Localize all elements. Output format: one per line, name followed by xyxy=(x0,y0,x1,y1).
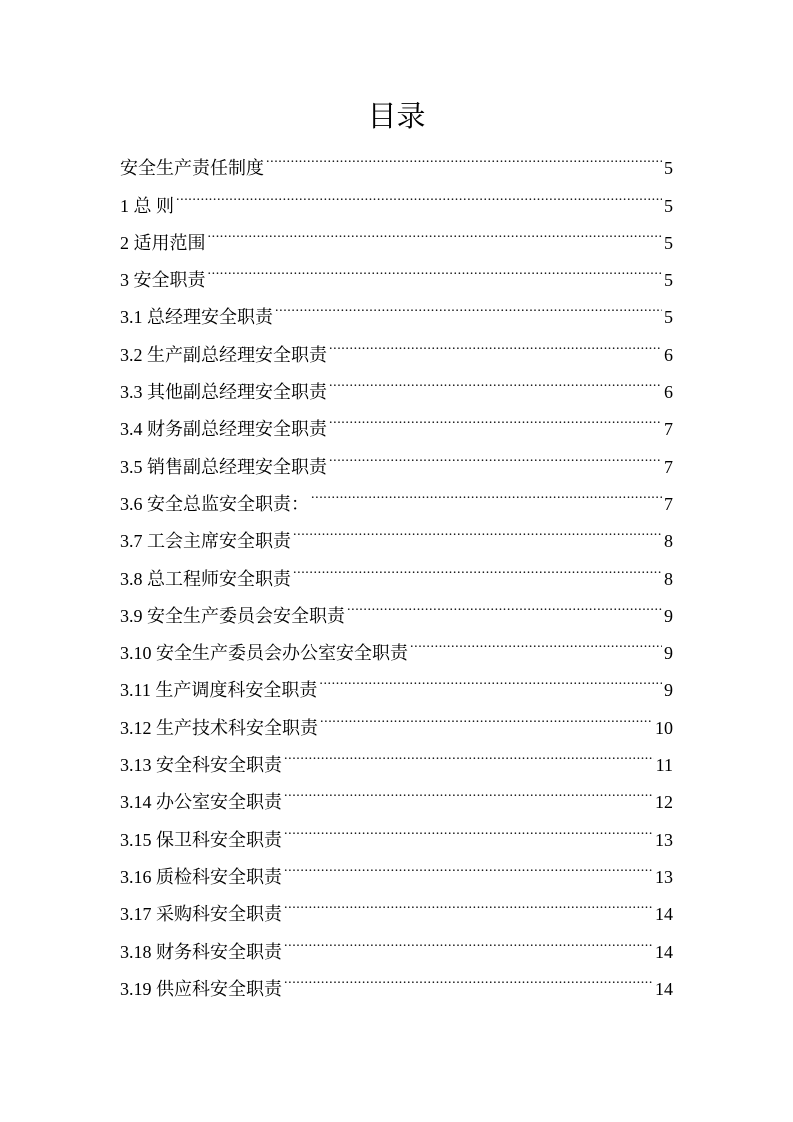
toc-entry-label: 3.11 生产调度科安全职责 xyxy=(120,680,318,701)
toc-entry-page-number: 14 xyxy=(655,904,673,925)
toc-entry-page-number: 6 xyxy=(664,344,673,365)
toc-dot-leader xyxy=(284,808,653,845)
toc-dot-leader xyxy=(208,212,663,249)
toc-dot-leader xyxy=(266,137,662,174)
toc-list xyxy=(120,137,673,999)
toc-dot-leader xyxy=(329,361,662,398)
toc-dot-leader xyxy=(319,659,662,696)
toc-entry-label: 3.1 总经理安全职责 xyxy=(120,307,273,328)
toc-entry-label: 3.12 生产技术科安全职责 xyxy=(120,717,318,738)
toc-entry-label: 3.16 质检科安全职责 xyxy=(120,866,282,887)
toc-entry-label: 3 安全职责 xyxy=(120,270,206,291)
toc-entry-label: 3.4 财务副总经理安全职责 xyxy=(120,419,327,440)
toc-dot-leader xyxy=(284,846,653,883)
toc-entry-label: 1 总 则 xyxy=(120,195,174,216)
toc-dot-leader xyxy=(176,174,662,211)
toc-dot-leader xyxy=(284,958,653,995)
toc-dot-leader xyxy=(320,696,653,733)
toc-entry-page-number: 5 xyxy=(664,232,673,253)
toc-entry-page-number: 7 xyxy=(664,493,673,514)
toc-dot-leader xyxy=(410,622,662,659)
toc-entry-page-number: 5 xyxy=(664,270,673,291)
toc-entry-label: 3.10 安全生产委员会办公室安全职责 xyxy=(120,643,408,664)
toc-dot-leader xyxy=(208,249,663,286)
toc-entry-page-number: 7 xyxy=(664,419,673,440)
toc-entry-label: 3.5 销售副总经理安全职责 xyxy=(120,456,327,477)
toc-entry-page-number: 6 xyxy=(664,382,673,403)
toc-entry-page-number: 14 xyxy=(655,978,673,999)
toc-entry-page-number: 9 xyxy=(664,643,673,664)
toc-entry-label: 3.3 其他副总经理安全职责 xyxy=(120,382,327,403)
toc-entry-label: 3.15 保卫科安全职责 xyxy=(120,829,282,850)
toc-dot-leader xyxy=(293,547,662,584)
toc-entry-label: 3.9 安全生产委员会安全职责 xyxy=(120,605,345,626)
toc-entry-page-number: 12 xyxy=(655,792,673,813)
toc-entry-page-number: 13 xyxy=(655,829,673,850)
toc-entry-page-number: 10 xyxy=(655,717,673,738)
toc-dot-leader xyxy=(329,398,662,435)
toc-entry-label: 安全生产责任制度 xyxy=(120,158,264,179)
toc-dot-leader xyxy=(275,286,662,323)
toc-entry-label: 3.19 供应科安全职责 xyxy=(120,978,282,999)
toc-entry-label: 3.7 工会主席安全职责 xyxy=(120,531,291,552)
toc-entry-label: 3.6 安全总监安全职责： xyxy=(120,493,309,514)
toc-dot-leader xyxy=(284,883,653,920)
toc-entry[interactable] xyxy=(120,137,673,179)
toc-dot-leader xyxy=(329,323,662,360)
toc-entry-page-number: 11 xyxy=(655,755,673,776)
toc-entry-label: 3.18 财务科安全职责 xyxy=(120,941,282,962)
toc-entry-label: 3.14 办公室安全职责 xyxy=(120,792,282,813)
toc-dot-leader xyxy=(293,510,662,547)
toc-dot-leader xyxy=(311,473,662,510)
toc-entry-label: 3.13 安全科安全职责 xyxy=(120,755,282,776)
toc-entry-page-number: 9 xyxy=(664,605,673,626)
toc-entry[interactable] xyxy=(120,174,673,216)
toc-entry-label: 2 适用范围 xyxy=(120,232,206,253)
toc-dot-leader xyxy=(284,771,653,808)
toc-entry-label: 3.2 生产副总经理安全职责 xyxy=(120,344,327,365)
toc-title: 目录 xyxy=(367,99,426,133)
toc-entry-page-number: 5 xyxy=(664,158,673,179)
toc-entry[interactable] xyxy=(120,212,673,253)
toc-entry-label: 3.8 总工程师安全职责 xyxy=(120,568,291,589)
toc-entry-page-number: 14 xyxy=(655,941,673,962)
toc-entry-page-number: 7 xyxy=(664,456,673,477)
toc-entry-page-number: 13 xyxy=(655,866,673,887)
toc-entry-page-number: 8 xyxy=(664,568,673,589)
toc-entry-label: 3.17 采购科安全职责 xyxy=(120,904,282,925)
toc-dot-leader xyxy=(284,734,654,771)
toc-dot-leader xyxy=(329,435,662,472)
toc-entry-page-number: 5 xyxy=(664,307,673,328)
toc-dot-leader xyxy=(347,585,662,622)
toc-entry-page-number: 8 xyxy=(664,531,673,552)
toc-entry-page-number: 9 xyxy=(664,680,673,701)
toc-dot-leader xyxy=(284,920,653,957)
toc-entry-page-number: 5 xyxy=(664,195,673,216)
